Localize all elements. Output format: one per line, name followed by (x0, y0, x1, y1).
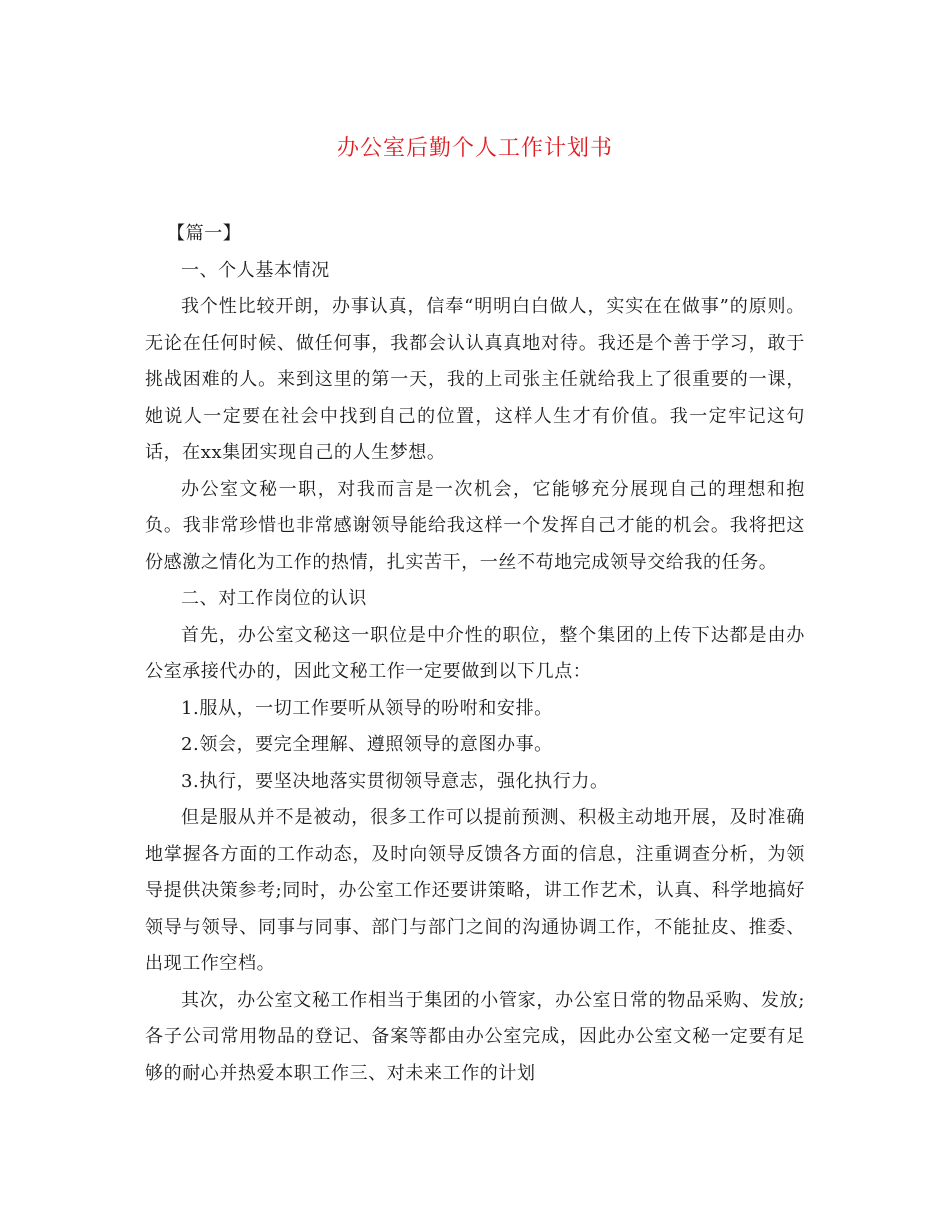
list-item-comprehend: 2.领会，要完全理解、遵照领导的意图办事。 (181, 734, 553, 755)
section-heading-basic-info: 一、个人基本情况 (181, 259, 330, 281)
list-item-obey: 1.服从，一切工作要听从领导的吩咐和安排。 (181, 697, 553, 719)
paragraph-opportunity: 办公室文秘一职，对我而言是一次机会，它能够充分展现自己的理想和抱负。我非常珍惜也非常感谢领导能给我这样一个发挥自己才能的机会。我将把这份感激之情化为工作的热情，扎实苦干，一丝不苟地完成领导交给我的任务。 (145, 478, 805, 573)
paragraph-proactive: 但是服从并不是被动，很多工作可以提前预测、积极主动地开展，及时准确地掌握各方面的工作动态，及时向领导反馈各方面的信息，注重调查分析，为领导提供决策参考;同时，办公室工作还要讲策略，讲工作艺术，认真、科学地搞好领导与领导、同事与同事、部门与部门之间的沟通协调工作，不能扯皮、推委、出现工作空档。 (145, 807, 805, 974)
paragraph-intermediary-role: 首先，办公室文秘这一职位是中介性的职位，整个集团的上传下达都是由办公室承接代办的，因此文秘工作一定要做到以下几点： (145, 624, 805, 682)
paragraph-personality: 我个性比较开朗，办事认真，信奉“明明白白做人，实实在在做事”的原则。无论在任何时候、做任何事，我都会认认真真地对待。我还是个善于学习，敢于挑战困难的人。来到这里的第一天，我的上司张主任就给我上了很重要的一课，她说人一定要在社会中找到自己的位置，这样人生才有价值。我一定牢记这句话，在xx集团实现自己的人生梦想。 (145, 296, 805, 463)
part-label: 【篇一】 (167, 223, 242, 244)
section-heading-job-understanding: 二、对工作岗位的认识 (181, 588, 367, 609)
document-title: 办公室后勤个人工作计划书 (336, 136, 613, 161)
paragraph-steward: 其次，办公室文秘工作相当于集团的小管家，办公室日常的物品采购、发放;各子公司常用物品的登记、备案等都由办公室完成，因此办公室文秘一定要有足够的耐心并热爱本职工作三、对未来工作的计划 (145, 989, 805, 1084)
document-body (145, 216, 805, 1092)
list-item-execute: 3.执行，要坚决地落实贯彻领导意志，强化执行力。 (181, 770, 609, 792)
